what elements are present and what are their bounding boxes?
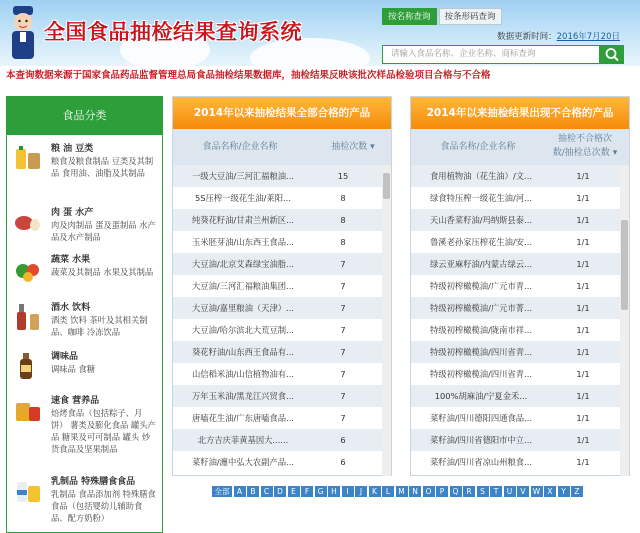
count-cell: 7	[340, 259, 346, 269]
product-name-cell[interactable]: 特级初榨橄榄油/广元市菁...	[430, 303, 532, 313]
count-cell: 6	[340, 435, 346, 445]
table-row[interactable]	[173, 253, 382, 275]
product-name-cell[interactable]: 纯葵花籽油/甘肃兰州新区...	[192, 215, 294, 225]
table-row[interactable]	[173, 209, 382, 231]
product-name-cell[interactable]: 食用植物油（花生油）/文...	[430, 171, 532, 181]
table-row[interactable]	[411, 407, 620, 429]
letter-filter-m[interactable]: M	[396, 486, 408, 497]
product-name-cell[interactable]: 菜籽油/四川德阳四通食品...	[430, 413, 532, 423]
mascot-logo	[6, 4, 40, 62]
count-cell: 6	[340, 457, 346, 467]
table-row[interactable]	[411, 297, 620, 319]
count-cell: 8	[340, 193, 346, 203]
letter-filter-v[interactable]: V	[517, 486, 529, 497]
product-name-cell[interactable]: 绿食特压榨一级花生油/河...	[430, 193, 532, 203]
letter-filter-i[interactable]: I	[342, 486, 354, 497]
qualified-panel-title: 2014年以来抽检结果全部合格的产品	[173, 97, 391, 129]
col-name-header[interactable]: 食品名称/企业名称	[440, 142, 516, 152]
category-title[interactable]: 酒水 饮料	[51, 303, 91, 313]
update-label: 数据更新时间：	[497, 32, 557, 42]
product-name-cell[interactable]: 万年玉米油/黑龙江兴贸食...	[192, 391, 294, 401]
product-name-cell[interactable]: 大豆油/哈尔滨北大荒豆制...	[192, 325, 294, 335]
letter-filter-c[interactable]: C	[261, 486, 273, 497]
meat-egg-icon	[13, 207, 43, 237]
update-date[interactable]: 2016年7月20日	[556, 32, 620, 42]
sort-down-icon: ▾	[370, 142, 375, 152]
tab-name-query[interactable]: 按名称查询	[382, 8, 437, 25]
data-source-notice: 本查询数据来源于国家食品药品监督管理总局食品抽检结果数据库，抽检结果反映该批次样品检验项目合格与不合格	[6, 70, 491, 81]
count-cell: 7	[340, 281, 346, 291]
category-dairy[interactable]	[11, 474, 161, 532]
query-tabs	[382, 8, 502, 25]
letter-filter-s[interactable]: S	[477, 486, 489, 497]
product-name-cell[interactable]: 鲁溪老孙家压榨花生油/安...	[430, 237, 532, 247]
table-row[interactable]	[411, 275, 620, 297]
table-row[interactable]	[173, 363, 382, 385]
product-name-cell[interactable]: 特级初榨橄榄油/四川省青...	[430, 347, 532, 357]
letter-filter-r[interactable]: R	[463, 486, 475, 497]
letter-filter-l[interactable]: L	[382, 486, 394, 497]
count-cell: 1/1	[576, 171, 590, 181]
unqualified-scrollbar[interactable]	[620, 165, 629, 476]
dairy-icon	[13, 476, 43, 506]
unqualified-panel-title: 2014年以来抽检结果出现不合格的产品	[411, 97, 629, 129]
table-row[interactable]	[173, 165, 382, 187]
seasoning-icon	[13, 351, 43, 381]
product-name-cell[interactable]: 山信稻米油/山信植物油有...	[192, 369, 294, 379]
category-desc[interactable]: 肉及肉制品 蛋及蛋制品 水产品及水产制品	[51, 220, 156, 242]
drink-icon	[13, 302, 43, 332]
product-name-cell[interactable]: 北方吉庆菲黄基因大......	[197, 435, 289, 445]
table-row[interactable]	[411, 209, 620, 231]
count-cell: 7	[340, 325, 346, 335]
letter-filter-f[interactable]: F	[301, 486, 313, 497]
table-row[interactable]	[411, 253, 620, 275]
sort-down-icon: ▾	[612, 148, 618, 158]
count-cell: 7	[340, 413, 346, 423]
unqualified-scroll-thumb[interactable]	[621, 220, 628, 310]
letter-filter-n[interactable]: N	[409, 486, 421, 497]
letter-filter-e[interactable]: E	[288, 486, 300, 497]
category-title[interactable]: 速食 营养品	[51, 396, 100, 406]
table-row[interactable]	[173, 429, 382, 451]
table-row[interactable]	[411, 319, 620, 341]
table-row[interactable]	[173, 187, 382, 209]
count-cell: 1/1	[576, 215, 590, 225]
letter-filter-j[interactable]: J	[355, 486, 367, 497]
count-cell: 1/1	[576, 193, 590, 203]
unqualified-column-header	[411, 129, 629, 165]
tab-barcode-query[interactable]: 按条形码查询	[439, 8, 502, 25]
letter-filter-b[interactable]: B	[247, 486, 259, 497]
table-row[interactable]	[173, 451, 382, 473]
product-name-cell[interactable]: 葵花籽油/山东西王食品有...	[192, 347, 294, 357]
category-title[interactable]: 蔬菜 水果	[51, 255, 91, 265]
search-input[interactable]: 请输入食品名称、企业名称、商标查询	[382, 45, 600, 64]
letter-filter-a[interactable]: A	[234, 486, 246, 497]
product-name-cell[interactable]: 100%胡麻油/宁夏金禾...	[434, 391, 528, 401]
product-name-cell[interactable]: 唐嗑花生油/广东唐嗑食品...	[192, 413, 294, 423]
product-name-cell[interactable]: 一级大豆油/三河汇福粮油...	[192, 171, 294, 181]
product-name-cell[interactable]: 大豆油/嘉里粮油（天津）...	[192, 303, 294, 313]
unqualified-products-panel	[410, 96, 630, 476]
letter-filter-x[interactable]: X	[544, 486, 556, 497]
table-row[interactable]	[173, 297, 382, 319]
category-drink[interactable]	[11, 300, 161, 350]
col-count-label: 抽检不合格次	[557, 134, 612, 144]
count-cell: 1/1	[576, 237, 590, 247]
category-desc[interactable]: 粮食及粮食制品 豆类及其制品 食用油、油脂及其制品	[51, 156, 154, 178]
product-name-cell[interactable]: 菜籽油/瀍中弘大农副产品...	[192, 457, 294, 467]
category-desc[interactable]: 酒类 饮料 茶叶及其相关制品、咖啡 冷冻饮品	[51, 315, 148, 337]
table-row[interactable]	[173, 407, 382, 429]
table-row[interactable]	[411, 363, 620, 385]
table-row[interactable]	[411, 385, 620, 407]
letter-filter-o[interactable]: O	[423, 486, 435, 497]
product-name-cell[interactable]: 特级初榨橄榄油/陇南市祥...	[430, 325, 532, 335]
product-name-cell[interactable]: 菜籽油/四川省凉山州粮食...	[430, 457, 532, 467]
count-cell: 1/1	[576, 347, 590, 357]
letter-filter-z[interactable]: Z	[571, 486, 583, 497]
product-name-cell[interactable]: 菜籽油/四川省德阳市中立...	[430, 435, 532, 445]
alphabet-filter	[212, 486, 585, 497]
category-desc[interactable]: 焙烤食品（包括粽子、月饼） 薯类及膨化食品 罐头产品 糖果及可可制品 罐头 炒货食品及坚果制品	[51, 408, 156, 454]
table-row[interactable]	[411, 187, 620, 209]
count-cell: 8	[340, 215, 346, 225]
table-row[interactable]	[173, 319, 382, 341]
count-cell: 1/1	[576, 457, 590, 467]
category-title[interactable]: 肉 蛋 水产	[51, 208, 94, 218]
category-title[interactable]: 粮 油 豆类	[51, 144, 94, 154]
count-cell: 1/1	[576, 303, 590, 313]
category-vegetable[interactable]	[11, 252, 161, 296]
table-row[interactable]	[173, 275, 382, 297]
update-time	[497, 30, 620, 42]
table-row[interactable]	[411, 165, 620, 187]
sidebar-title: 食品分类	[7, 97, 162, 135]
table-row[interactable]	[173, 341, 382, 363]
grain-oil-icon	[13, 143, 43, 173]
table-row[interactable]	[173, 385, 382, 407]
letter-filter-g[interactable]: G	[315, 486, 327, 497]
table-row[interactable]	[411, 429, 620, 451]
letter-filter-h[interactable]: H	[328, 486, 340, 497]
count-cell: 7	[340, 369, 346, 379]
letter-filter-d[interactable]: D	[274, 486, 286, 497]
count-cell: 1/1	[576, 413, 590, 423]
letter-filter-y[interactable]: Y	[558, 486, 570, 497]
product-name-cell[interactable]: 绿云亚麻籽油/内蒙古绿云...	[430, 259, 532, 269]
product-name-cell[interactable]: 大豆油/三河汇福粮油集团...	[192, 281, 294, 291]
count-cell: 1/1	[576, 369, 590, 379]
qualified-scrollbar[interactable]	[382, 165, 391, 476]
count-cell: 7	[340, 303, 346, 313]
search-button[interactable]	[600, 45, 624, 64]
count-cell: 7	[340, 391, 346, 401]
qualified-scroll-thumb[interactable]	[383, 173, 390, 199]
product-name-cell[interactable]: 玉米胚芽油/山东西王食品...	[192, 237, 294, 247]
qualified-column-header	[173, 129, 391, 165]
count-cell: 7	[340, 347, 346, 357]
category-grain-oil[interactable]	[11, 141, 161, 193]
col-count-header[interactable]	[547, 132, 623, 160]
count-cell: 1/1	[576, 435, 590, 445]
search-icon	[600, 45, 624, 64]
snack-icon	[13, 395, 43, 425]
category-desc[interactable]: 调味品 食糖	[51, 364, 96, 374]
category-meat-egg[interactable]	[11, 205, 161, 251]
letter-filter-u[interactable]: U	[504, 486, 516, 497]
category-seasoning[interactable]	[11, 349, 161, 387]
col-count-header[interactable]	[321, 139, 385, 152]
product-name-cell[interactable]: 特级初榨橄榄油/广元市青...	[430, 281, 532, 291]
col-count-label: 数/抽检总次数	[552, 148, 610, 158]
product-name-cell[interactable]: 天山香菜籽油/玛纳斯县泰...	[430, 215, 532, 225]
site-title: 全国食品抽检结果查询系统	[44, 20, 302, 44]
letter-filter-all[interactable]: 全部	[212, 486, 232, 497]
col-name-header[interactable]: 食品名称/企业名称	[202, 142, 278, 152]
count-cell: 1/1	[576, 325, 590, 335]
count-cell: 1/1	[576, 281, 590, 291]
product-name-cell[interactable]: 大豆油/北京艾森绿宝油脂...	[192, 259, 294, 269]
table-row[interactable]	[173, 231, 382, 253]
letter-filter-p[interactable]: P	[436, 486, 448, 497]
table-row[interactable]	[411, 451, 620, 473]
col-count-label: 抽检次数	[331, 142, 368, 152]
letter-filter-q[interactable]: Q	[450, 486, 462, 497]
category-sidebar	[6, 96, 163, 533]
vegetable-icon	[13, 254, 43, 284]
letter-filter-t[interactable]: T	[490, 486, 502, 497]
category-snack[interactable]	[11, 393, 161, 467]
count-cell: 15	[337, 171, 349, 181]
product-name-cell[interactable]: 特级初榨橄榄油/四川省青...	[430, 369, 532, 379]
letter-filter-w[interactable]: W	[531, 486, 543, 497]
table-row[interactable]	[411, 341, 620, 363]
category-title[interactable]: 乳制品 特殊膳食食品	[51, 477, 136, 487]
category-desc[interactable]: 乳制品 食品添加剂 特殊膳食食品（包括婴幼儿辅助食品、配方奶粉）	[51, 489, 156, 523]
count-cell: 1/1	[576, 391, 590, 401]
product-name-cell[interactable]: 5S压榨一级花生油/莱阳...	[195, 193, 291, 203]
site-header	[0, 0, 640, 66]
count-cell: 1/1	[576, 259, 590, 269]
qualified-products-panel	[172, 96, 392, 476]
category-title[interactable]: 调味品	[51, 352, 79, 362]
count-cell: 8	[340, 237, 346, 247]
letter-filter-k[interactable]: K	[369, 486, 381, 497]
category-desc[interactable]: 蔬菜及其制品 水果及其制品	[51, 267, 154, 277]
table-row[interactable]	[411, 231, 620, 253]
